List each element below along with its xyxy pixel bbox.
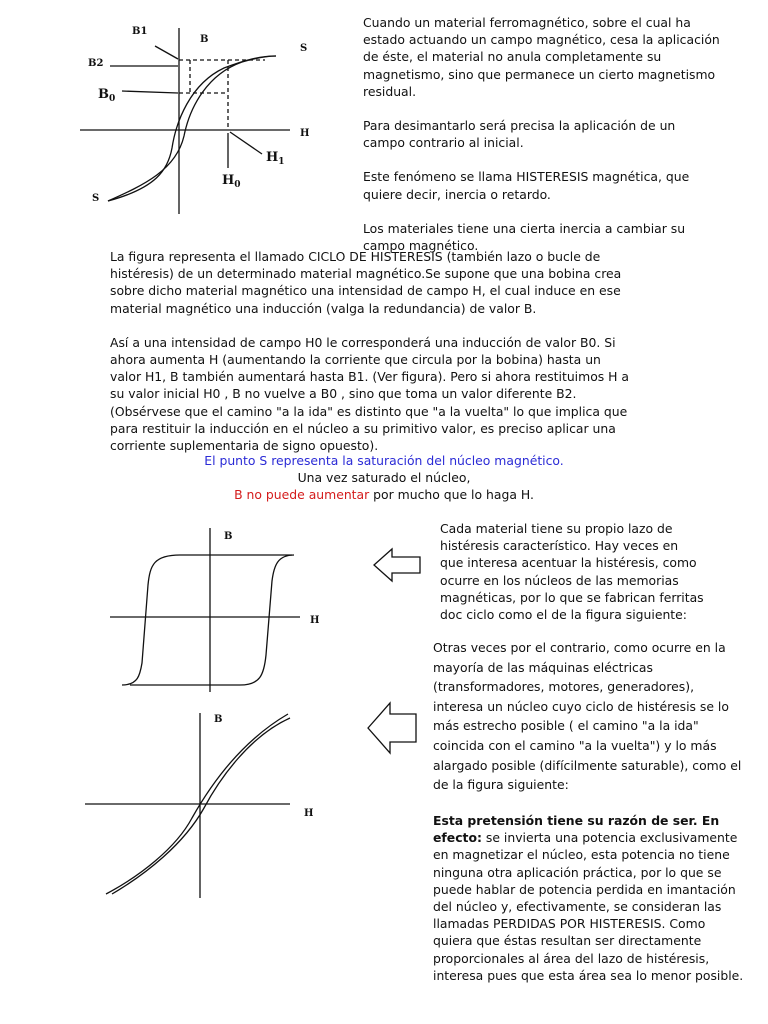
intro-paragraph-4: Los materiales tiene una cierta inercia a cambiar su campo magnético.	[363, 220, 686, 254]
label-h0: $H_0$	[222, 173, 241, 190]
saturation-line-1: El punto S representa la saturación del núcleo magnético.	[204, 453, 564, 468]
label-b-axis: B	[200, 34, 209, 45]
saturation-line-3: B no puede aumentar por mucho que lo haga H.	[234, 487, 534, 503]
saturation-highlight: B no puede aumentar	[234, 487, 370, 503]
intro-paragraph-1: Cuando un material ferromagnético, sobre el cual ha estado actuando un campo magnético, cesa la aplicación de éste, el material no anula completamente su magnetismo, sino que permanece un cierto magnetismo residual.	[363, 15, 720, 99]
body-paragraph-1: La figura representa el llamado CICLO DE HISTERESIS (también lazo o bucle de histéresis) de un determinado material magnético.Se supone que una bobina crea sobre dicho material magnético una intensidad de campo H, el cual induce en ese material magnético una inducción (valga la redundancia) de valor B.	[110, 249, 622, 316]
label-h-axis: H	[300, 128, 310, 139]
hysteresis-figure-narrow	[80, 708, 320, 898]
fig3-label-h: H	[304, 808, 314, 819]
intro-paragraph-2: Para desimantarlo será precisa la aplicación de un campo contrario al inicial.	[363, 118, 676, 151]
fig2-label-h: H	[310, 615, 320, 626]
fig2-label-b: B	[224, 531, 233, 542]
label-b2: B2	[88, 58, 104, 69]
fig3-label-b: B	[214, 714, 223, 725]
label-b0: $B_0$	[98, 87, 116, 104]
intro-paragraph-3: Este fenómeno se llama HISTERESIS magnética, que quiere decir, inercia o retardo.	[363, 169, 690, 202]
label-h1: $H_1$	[266, 150, 285, 167]
saturation-line-2: Una vez saturado el núcleo,	[297, 470, 471, 486]
intro-text	[363, 14, 721, 254]
label-s-bottom: S	[92, 193, 100, 204]
arrow-left-icon	[372, 546, 422, 584]
right-text-3-bold: Esta pretensión tiene su razón de ser. En efecto:	[433, 813, 720, 846]
body-text	[110, 248, 632, 454]
label-b1: B1	[132, 26, 148, 37]
right-text-1: Cada material tiene su propio lazo de histéresis característico. Hay veces en que interesa acentuar la histéresis, como ocurre en los núcleos de las memorias magnéticas, por lo que se fabrican ferritas doc ciclo como el de la figura siguiente:	[440, 521, 704, 623]
right-text-2: Otras veces por el contrario, como ocurre en la mayoría de las máquinas eléctricas (transformadores, motores, generadores), interesa un núcleo cuyo ciclo de histéresis se lo más estrecho posible ( el camino "a la ida" coincida con el camino "a la vuelta") y lo más alargado posible (difícilmente saturable), como el de la figura siguiente:	[433, 640, 742, 793]
arrow-left-icon	[366, 700, 418, 756]
hysteresis-figure-main	[80, 18, 320, 218]
label-s-top: S	[300, 43, 308, 54]
body-paragraph-2: Así a una intensidad de campo H0 le corresponderá una inducción de valor B0. Si ahora aumenta H (aumentando la corriente que circula por la bobina) hasta un valor H1, B también aumentará hasta B1. (Ver figura). Pero si ahora restituimos H a su valor inicial H0 , B no vuelve a B0 , sino que toma un valor diferente B2. (Obsérvese que el camino "a la ida" es distinto que "a la vuelta" lo que implica que para restituir la inducción en el núcleo a su primitivo valor, es preciso aplicar una corriente suplementaria de signo opuesto).	[110, 334, 630, 454]
saturation-note	[150, 452, 618, 504]
hysteresis-figure-wide	[100, 525, 340, 695]
right-text-3: Esta pretensión tiene su razón de ser. En efecto: se invierta una potencia exclusivamente en magnetizar el núcleo, esta potencia no tiene ninguna otra aplicación práctica, por lo que se puede hablar de potencia perdida en imantación del núcleo y, efectivamente, se consideran las llamadas PERDIDAS POR HISTERESIS. Como quiera que éstas resultan ser directamente proporcionales al área del lazo de histéresis, interesa pues que esta área sea lo menor posible.	[433, 813, 744, 983]
